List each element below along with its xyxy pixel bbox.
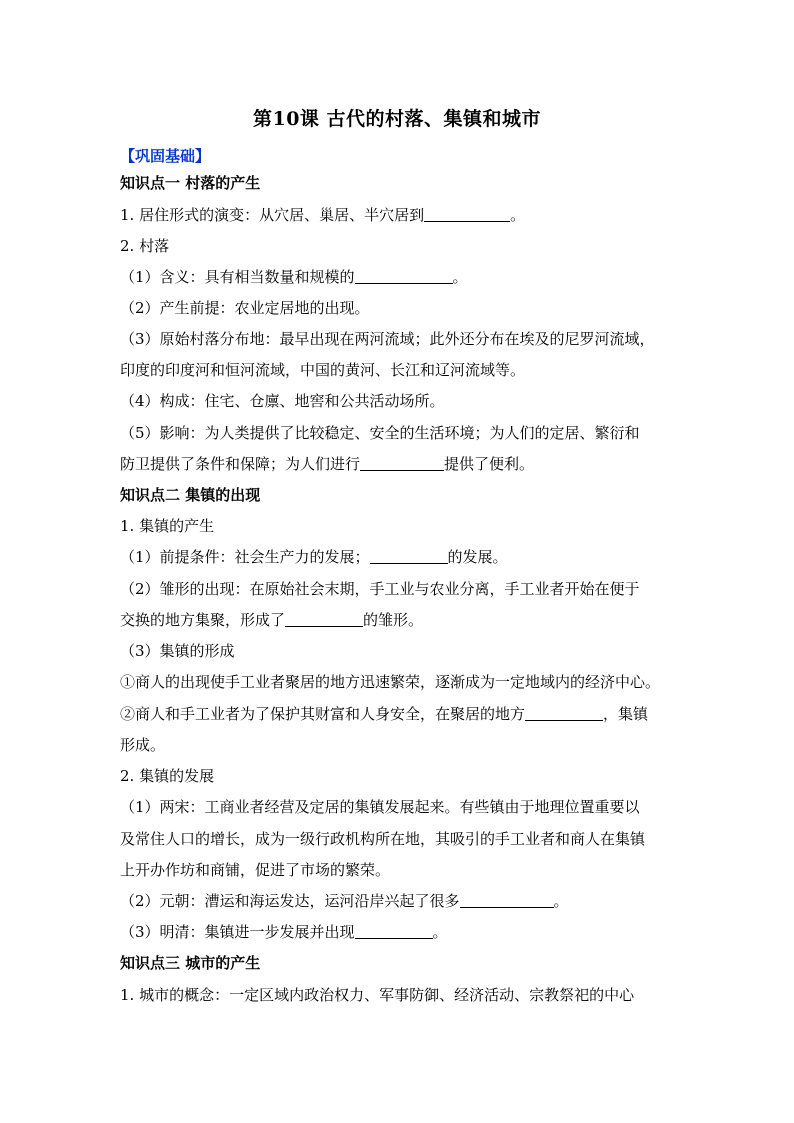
k1-line-7: （4）构成：住宅、仓廪、地窖和公共活动场所。 [120,392,445,410]
k2-line-11: 及常住人口的增长，成为一级行政机构所在地，其吸引的手工业者和商人在集镇 [120,830,646,848]
k2-line-13-text: （2）元朝：漕运和海运发达，运河沿岸兴起了很多 [120,892,460,910]
k2-line-4-end: 的雏形。 [363,611,424,629]
k2-line-9: 2. 集镇的发展 [120,767,215,785]
knowledge-point-3-heading: 知识点三 城市的产生 [120,954,261,972]
fill-blank[interactable] [355,922,433,939]
k2-line-14-text: （3）明清：集镇进一步发展并出现 [120,923,355,941]
k2-line-7-end: ，集镇 [603,705,649,723]
k1-line-3-end: 。 [452,268,468,286]
section-tag: 【巩固基础】 [120,147,211,165]
fill-blank[interactable] [460,891,554,908]
fill-blank[interactable] [370,547,448,564]
k1-line-4: （2）产生前提：农业定居地的出现。 [120,299,370,317]
k1-line-6: 印度的印度河和恒河流域，中国的黄河、长江和辽河流域等。 [120,361,526,379]
k2-line-2 [120,542,680,573]
k1-line-1 [120,200,680,231]
k1-line-8: （5）影响：为人类提供了比较稳定、安全的生活环境；为人们的定居、繁衍和 [120,424,640,442]
k2-line-7 [120,699,680,730]
fill-blank[interactable] [355,267,453,284]
lesson-title: 第10课 古代的村落、集镇和城市 [252,108,542,130]
k2-line-6: ①商人的出现使手工业者聚居的地方迅速繁荣，逐渐成为一定地域内的经济中心。 [120,673,661,691]
fill-blank[interactable] [525,704,603,721]
k1-line-3-text: （1）含义：具有相当数量和规模的 [120,268,355,286]
k1-line-3 [120,262,680,293]
k3-line-1: 1. 城市的概念：一定区域内政治权力、军事防御、经济活动、宗教祭祀的中心 [120,986,635,1004]
k2-line-5: （3）集镇的形成 [120,642,235,660]
k2-line-4 [120,605,680,636]
k1-line-1-end: 。 [510,206,526,224]
fill-blank[interactable] [285,610,363,627]
k1-line-9-end: 提供了便利。 [444,455,535,473]
k2-line-3: （2）雏形的出现：在原始社会末期，手工业与农业分离，手工业者开始在便于 [120,580,640,598]
k1-line-9 [120,449,680,480]
k1-line-9-text: 防卫提供了条件和保障；为人们进行 [120,455,361,473]
k2-line-12: 上开办作坊和商铺，促进了市场的繁荣。 [120,861,391,879]
k2-line-1: 1. 集镇的产生 [120,517,215,535]
fill-blank[interactable] [360,454,444,471]
k2-line-14 [120,917,680,948]
k2-line-10: （1）两宋：工商业者经营及定居的集镇发展起来。有些镇由于地理位置重要以 [120,798,640,816]
k1-line-2: 2. 村落 [120,237,170,255]
k2-line-13-end: 。 [553,892,569,910]
k1-line-5: （3）原始村落分布地：最早出现在两河流域；此外还分布在埃及的尼罗河流域， [120,330,655,348]
k2-line-14-end: 。 [432,923,448,941]
k2-line-2-text: （1）前提条件：社会生产力的发展； [120,548,370,566]
k2-line-8: 形成。 [120,736,166,754]
k2-line-7-text: ②商人和手工业者为了保护其财富和人身安全，在聚居的地方 [120,705,526,723]
knowledge-point-1-heading: 知识点一 村落的产生 [120,174,261,192]
k2-line-2-end: 的发展。 [447,548,508,566]
fill-blank[interactable] [424,205,510,222]
k2-line-4-text: 交换的地方集聚，形成了 [120,611,286,629]
k1-line-1-text: 1. 居住形式的演变：从穴居、巢居、半穴居到 [120,206,425,224]
knowledge-point-2-heading: 知识点二 集镇的出现 [120,486,261,504]
k2-line-13 [120,886,680,917]
